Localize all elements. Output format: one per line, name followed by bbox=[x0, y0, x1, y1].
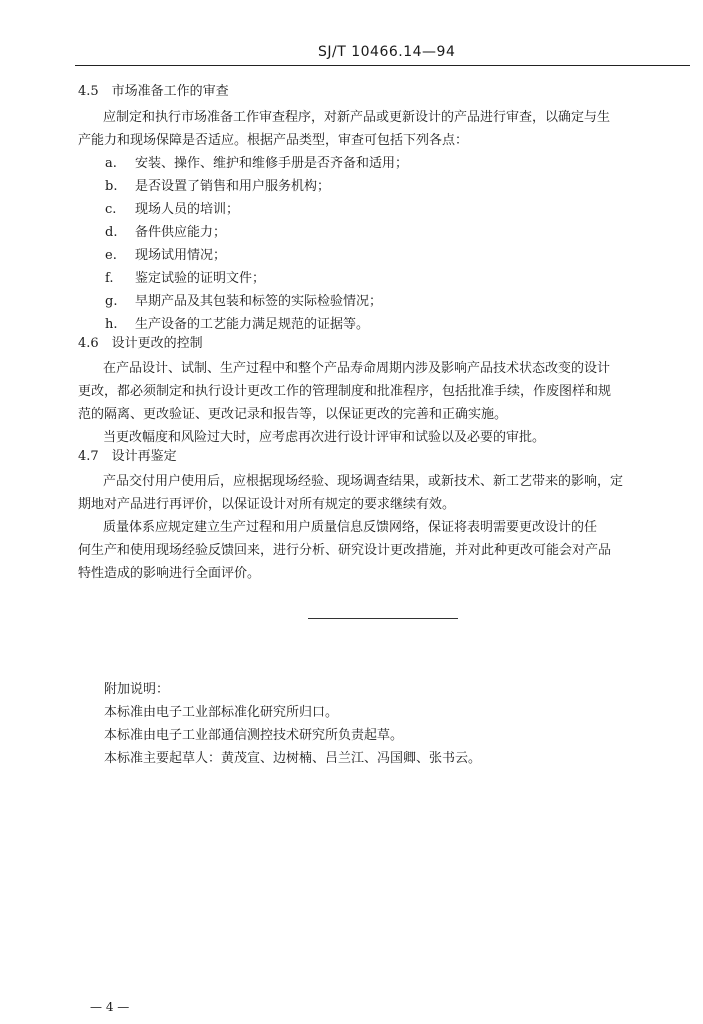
list-item-label: g. bbox=[105, 294, 118, 309]
list-item-label: c. bbox=[105, 202, 117, 217]
list-item-text: 鉴定试验的证明文件； bbox=[135, 271, 266, 286]
list-item-text: 安装、操作、维护和维修手册是否齐备和适用； bbox=[135, 156, 409, 171]
list-item-text: 备件供应能力； bbox=[135, 225, 227, 240]
list-item-label: h. bbox=[105, 317, 118, 332]
list-item bbox=[105, 294, 382, 310]
header-rule bbox=[75, 65, 690, 66]
paragraph-line: 范的隔离、更改验证、更改记录和报告等，以保证更改的完善和正确实施。 bbox=[78, 407, 508, 422]
list-item bbox=[105, 202, 239, 218]
paragraph-line: 当更改幅度和风险过大时，应考虑再次进行设计评审和试验以及必要的审批。 bbox=[103, 430, 546, 445]
paragraph-line: 应制定和执行市场准备工作审查程序，对新产品或更新设计的产品进行审查，以确定与生 bbox=[103, 110, 611, 125]
paragraph-line: 期地对产品进行再评价，以保证设计对所有规定的要求继续有效。 bbox=[78, 497, 456, 512]
paragraph-line: 何生产和使用现场经验反馈回来，进行分析、研究设计更改措施，并对此种更改可能会对产品 bbox=[78, 543, 612, 558]
paragraph-line: 特性造成的影响进行全面评价。 bbox=[78, 566, 261, 581]
paragraph-line: 更改，都必须制定和执行设计更改工作的管理制度和批准程序，包括批准手续，作废图样和规 bbox=[78, 384, 612, 399]
paragraph-line: 在产品设计、试制、生产过程中和整个产品寿命周期内涉及影响产品技术状态改变的设计 bbox=[103, 361, 611, 376]
list-item-label: d. bbox=[105, 225, 118, 240]
section-4-7-title: 4.7 设计再鉴定 bbox=[78, 449, 177, 464]
paragraph-line: 质量体系应规定建立生产过程和用户质量信息反馈网络，保证将表明需要更改设计的任 bbox=[103, 520, 598, 535]
notes-line: 本标准由电子工业部标准化研究所归口。 bbox=[104, 705, 339, 720]
list-item bbox=[105, 317, 369, 333]
list-item-text: 现场试用情况； bbox=[135, 248, 227, 263]
notes-line: 本标准由电子工业部通信测控技术研究所负责起草。 bbox=[104, 728, 404, 743]
list-item-label: f. bbox=[105, 271, 114, 286]
paragraph-line: 产能力和现场保障是否适应。根据产品类型，审查可包括下列各点： bbox=[78, 133, 469, 148]
paragraph-line: 产品交付用户使用后，应根据现场经验、现场调查结果，或新技术、新工艺带来的影响，定 bbox=[103, 474, 624, 489]
standard-code: SJ/T 10466.14—94 bbox=[318, 44, 456, 60]
end-rule bbox=[308, 618, 458, 619]
section-4-6-title: 4.6 设计更改的控制 bbox=[78, 336, 203, 351]
page-number: — 4 — bbox=[90, 1000, 130, 1014]
list-item-text: 是否设置了销售和用户服务机构； bbox=[135, 179, 331, 194]
notes-line: 本标准主要起草人：黄茂宣、边树楠、吕兰江、冯国卿、张书云。 bbox=[104, 751, 482, 766]
list-item-text: 早期产品及其包装和标签的实际检验情况； bbox=[135, 294, 383, 309]
list-item-text: 现场人员的培训； bbox=[135, 202, 240, 217]
list-item bbox=[105, 248, 226, 264]
list-item-label: a. bbox=[105, 156, 117, 171]
list-item bbox=[105, 179, 330, 195]
notes-title: 附加说明： bbox=[104, 682, 170, 697]
list-item bbox=[105, 271, 265, 287]
list-item-label: e. bbox=[105, 248, 117, 263]
list-item bbox=[105, 156, 408, 172]
list-item-text: 生产设备的工艺能力满足规范的证据等。 bbox=[135, 317, 370, 332]
section-4-5-title: 4.5 市场准备工作的审查 bbox=[78, 84, 229, 99]
list-item-label: b. bbox=[105, 179, 118, 194]
list-item bbox=[105, 225, 226, 241]
